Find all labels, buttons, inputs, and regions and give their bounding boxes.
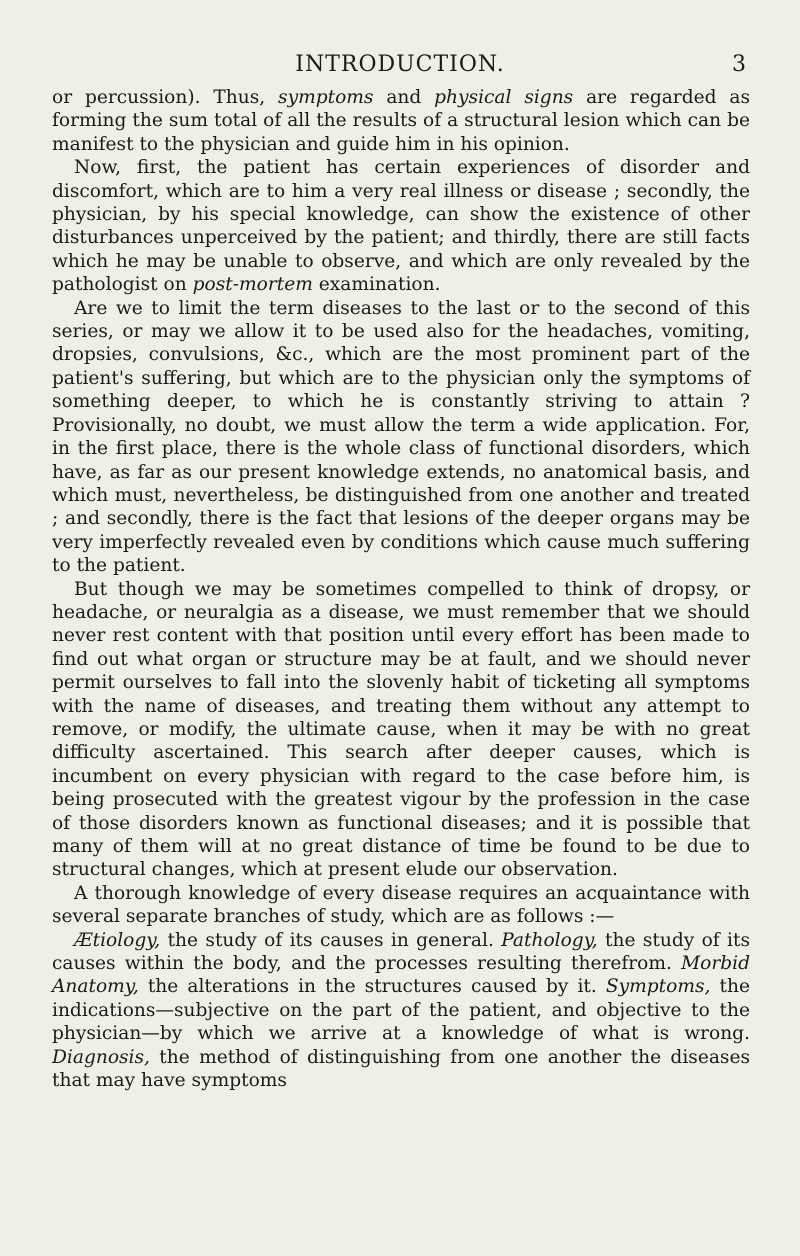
- paragraph: But though we may be sometimes compelled to think of dropsy, or headache, or neuralgia as a disease, we must remember that we should never rest content with that position until every effort has been made to find out what organ or structure may be at fault, and we should never permit ourselves to fall into the slovenly habit of ticketing all symptoms with the name of diseases, and treating them without any attempt to remove, or modify, the ultimate cause, when it may be with no great difficulty ascertained. This search after deeper causes, which is incumbent on every physician with regard to the case before him, is being prosecuted with the greatest vigour by the profession in the case of those disorders known as functional diseases; and it is possible that many of them will at no great distance of time be found to be due to structural changes, which at present elude our observation.: [52, 578, 750, 881]
- page-number: 3: [732, 52, 746, 77]
- paragraph: Ætiology, the study of its causes in general. Pathology, the study of its causes within the body, and the processes resulting therefrom. Morbid Anatomy, the alterations in the structures caused by it. Symptoms, the indications—subjective on the part of the patient, and objective to the physician—by which we arrive at a knowledge of what is wrong. Diagnosis, the method of distinguishing from one another the diseases that may have symptoms: [52, 929, 750, 1092]
- paragraph: Are we to limit the term diseases to the last or to the second of this series, or may we allow it to be used also for the headaches, vomiting, dropsies, convulsions, &c., which are the most prominent part of the patient's suffering, but which are to the physician only the symptoms of something deeper, to which he is constantly striving to attain ? Provisionally, no doubt, we must allow the term a wide application. For, in the first place, there is the whole class of functional disorders, which have, as far as our present knowledge extends, no anatomical basis, and which must, nevertheless, be distinguished from one another and treated ; and secondly, there is the fact that lesions of the deeper organs may be very imperfectly revealed even by conditions which cause much suffering to the patient.: [52, 297, 750, 577]
- paragraph: Now, first, the patient has certain experiences of disorder and discomfort, which are to him a very real illness or disease ; secondly, the physician, by his special knowledge, can show the existence of other disturbances unperceived by the patient; and thirdly, there are still facts which he may be unable to observe, and which are only revealed by the pathologist on post-mortem examination.: [52, 157, 750, 296]
- body-text: [52, 86, 750, 1092]
- paragraph: or percussion). Thus, symptoms and physical signs are regarded as forming the sum total of all the results of a structural lesion which can be manifest to the physician and guide him in his opinion.: [52, 87, 750, 155]
- chapter-title: INTRODUCTION.: [295, 52, 505, 77]
- running-header: [54, 52, 746, 82]
- paragraph: A thorough knowledge of every disease requires an acquaintance with several separate branches of study, which are as follows :—: [52, 882, 750, 928]
